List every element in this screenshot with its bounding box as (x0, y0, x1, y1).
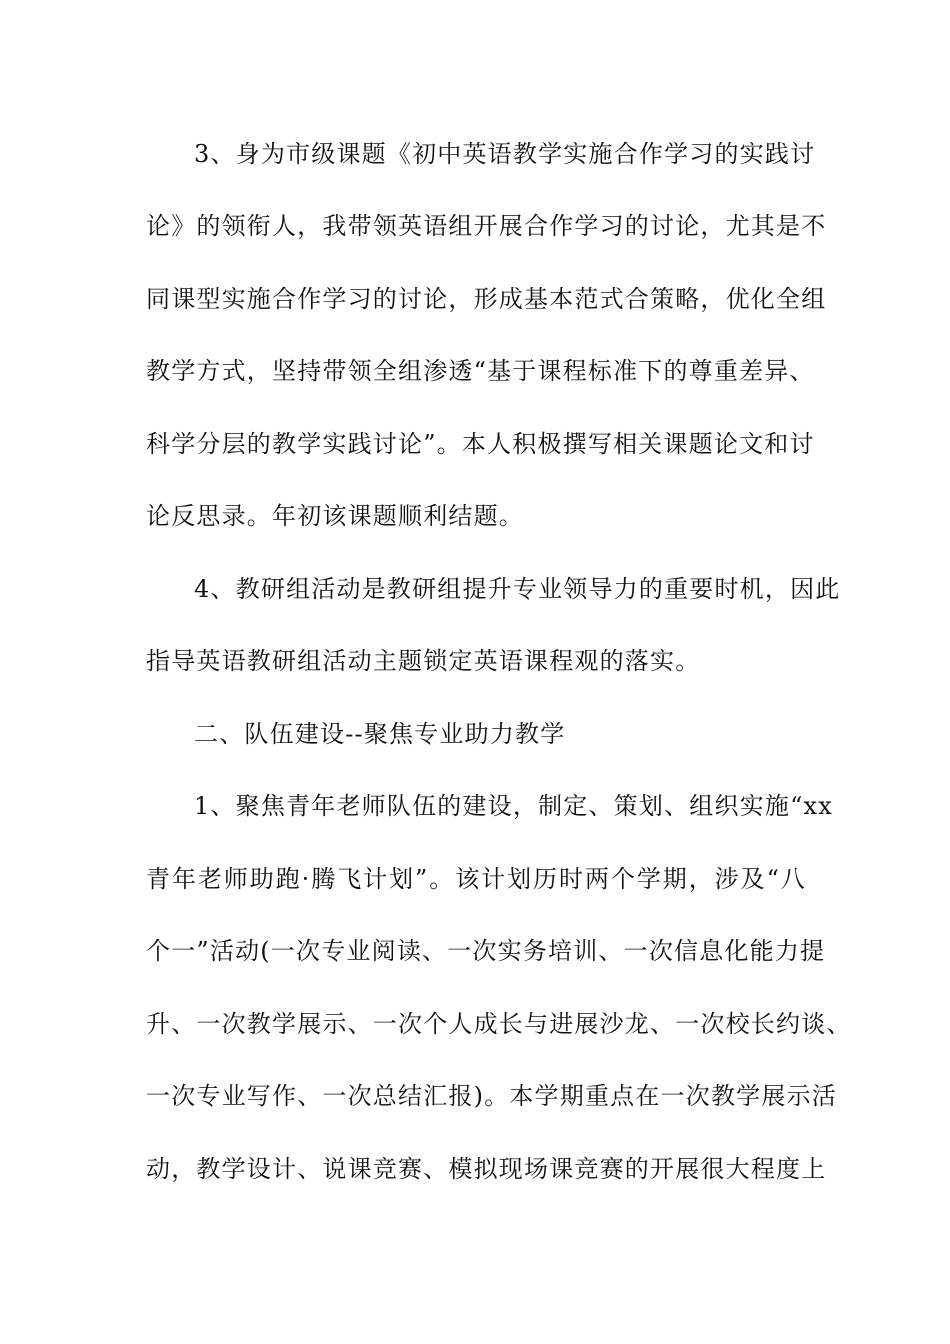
paragraph-3-line-3: 同课型实施合作学习的讨论，形成基本范式合策略，优化全组 (146, 285, 827, 313)
paragraph-3-line-2: 论》的领衔人，我带领英语组开展合作学习的讨论，尤其是不 (146, 212, 827, 240)
paragraph-1-line-5: 一次专业写作、一次总结汇报)。本学期重点在一次教学展示活 (146, 1082, 837, 1110)
paragraph-1-line-3: 个一”活动(一次专业阅读、一次实务培训、一次信息化能力提 (146, 937, 826, 965)
paragraph-3-line-5: 科学分层的教学实践讨论”。本人积极撰写相关课题论文和讨 (146, 430, 815, 458)
paragraph-4-line-2: 指导英语教研组活动主题锁定英语课程观的落实。 (146, 647, 701, 675)
paragraph-3-line-4: 教学方式，坚持带领全组渗透“基于课程标准下的尊重差异、 (146, 357, 815, 385)
paragraph-4-line-1: 4、教研组活动是教研组提升专业领导力的重要时机，因此 (194, 575, 841, 603)
section-heading: 二、队伍建设--聚焦专业助力教学 (194, 720, 566, 748)
paragraph-3-line-1: 3、身为市级课题《初中英语教学实施合作学习的实践讨 (194, 140, 816, 168)
paragraph-1-line-1: 1、聚焦青年老师队伍的建设，制定、策划、组织实施“xx (194, 792, 834, 820)
paragraph-3-line-6: 论反思录。年初该课题顺利结题。 (146, 502, 524, 530)
paragraph-1-line-2: 青年老师助跑·腾飞计划”。该计划历时两个学期，涉及“八 (146, 865, 806, 893)
paragraph-1-line-4: 升、一次教学展示、一次个人成长与进展沙龙、一次校长约谈、 (146, 1010, 852, 1038)
paragraph-1-line-6: 动，教学设计、说课竞赛、模拟现场课竞赛的开展很大程度上 (146, 1155, 827, 1183)
